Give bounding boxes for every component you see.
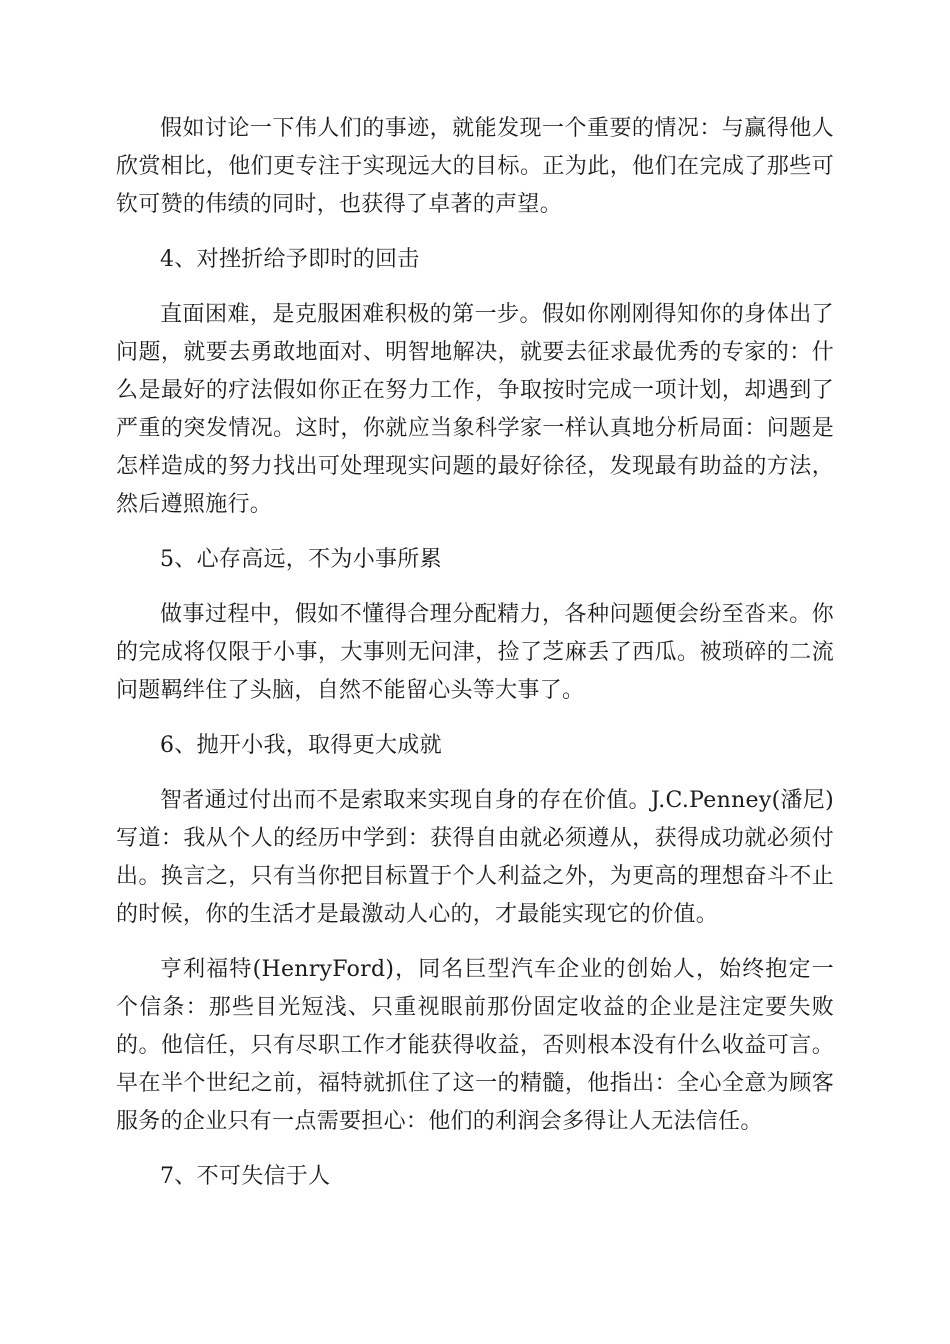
paragraph-henry-ford: 亨利福特(HenryFord)，同名巨型汽车企业的创始人，始终抱定一个信条：那些目光短浅、只重视眼前那份固定收益的企业是注定要失败的。他信任，只有尽职工作才能获得收益，否则根本没有什么收益可言。早在半个世纪之前，福特就抓住了这一的精髓，他指出：全心全意为顾客服务的企业只有一点需要担心：他们的利润会多得让人无法信任。	[116, 957, 834, 1134]
document-body	[116, 110, 834, 1213]
paragraph-great-people: 假如讨论一下伟人们的事迹，就能发现一个重要的情况：与赢得他人欣赏相比，他们更专注于实现远大的目标。正为此，他们在完成了那些可钦可赞的伟绩的同时，也获得了卓著的声望。	[116, 116, 834, 217]
paragraph-face-difficulty: 直面困难，是克服困难积极的第一步。假如你刚刚得知你的身体出了问题，就要去勇敢地面对、明智地解决，就要去征求最优秀的专家的：什么是最好的疗法假如你正在努力工作，争取按时完成一项计划，却遇到了严重的突发情况。这时，你就应当象科学家一样认真地分析局面：问题是怎样造成的努力找出可处理现实问题的最好徐径，发现最有助益的方法，然后遵照施行。	[116, 302, 834, 517]
paragraph-penney: 智者通过付出而不是索取来实现自身的存在价值。J.C.Penney(潘尼)写道：我从个人的经历中学到：获得自由就必须遵从，获得成功就必须付出。换言之，只有当你把目标置于个人利益之外，为更高的理想奋斗不止的时候，你的生活才是最激动人心的，才最能实现它的价值。	[116, 788, 834, 927]
paragraph-allocate-energy: 做事过程中，假如不懂得合理分配精力，各种问题便会纷至沓来。你的完成将仅限于小事，大事则无问津，捡了芝麻丢了西瓜。被琐碎的二流问题羁绊住了头脑，自然不能留心头等大事了。	[116, 602, 834, 703]
section-heading-7: 7、不可失信于人	[160, 1164, 331, 1189]
section-heading-5: 5、心存高远，不为小事所累	[160, 547, 442, 572]
section-heading-4: 4、对挫折给予即时的回击	[160, 247, 420, 272]
section-heading-6: 6、抛开小我，取得更大成就	[160, 733, 442, 758]
